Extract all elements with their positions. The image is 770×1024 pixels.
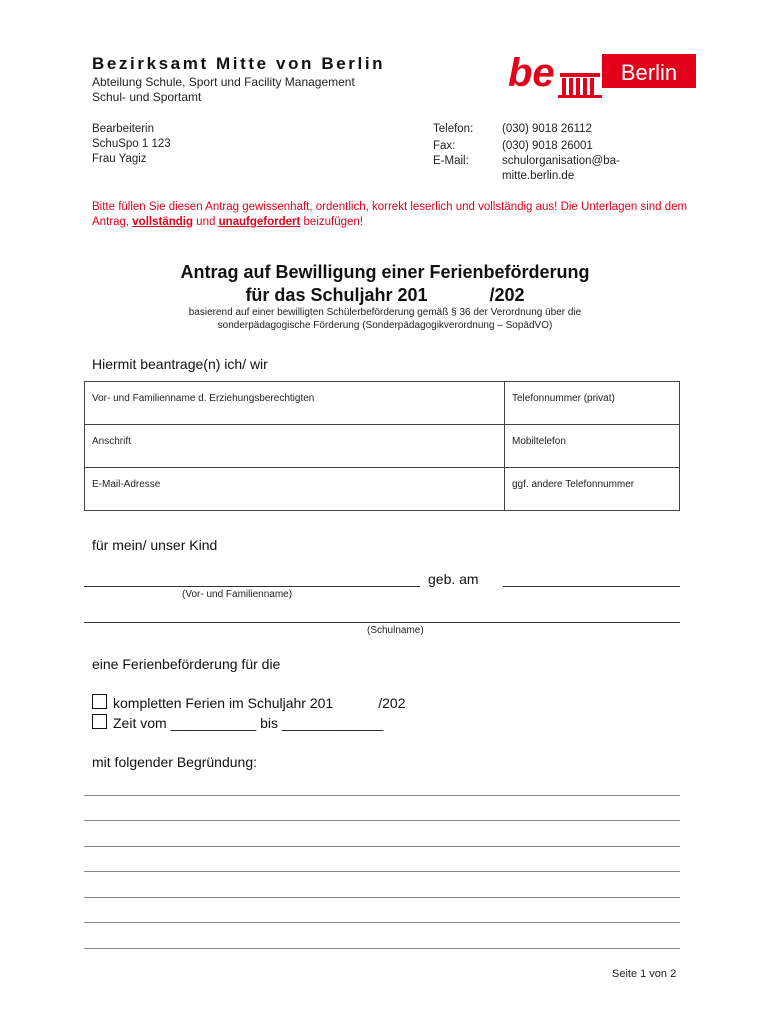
contact-labels (433, 122, 473, 169)
berlin-logo (506, 50, 696, 100)
reason-line[interactable] (84, 846, 680, 847)
reason-line[interactable] (84, 922, 680, 923)
contact-values (502, 122, 620, 184)
clerk-role: Bearbeiterin (92, 123, 155, 135)
organization-name: Bezirksamt Mitte von Berlin (92, 54, 386, 73)
reason-line[interactable] (84, 897, 680, 898)
school-name-line[interactable] (84, 622, 680, 623)
instructions-warning: Bitte füllen Sie diesen Antrag gewissenhaft, ordentlich, korrekt leserlich und vollständig aus! Die Unterlagen sind dem Antrag, vollständig und unaufgefordert beizufügen! (92, 201, 688, 228)
email-label: E-Mail: (433, 155, 469, 167)
reason-line[interactable] (84, 795, 680, 796)
reason-label: mit folgender Begründung: (92, 754, 257, 770)
clerk-block (92, 122, 171, 167)
fax-label: Fax: (433, 140, 456, 152)
reason-line[interactable] (84, 871, 680, 872)
legal-basis-line2: sonderpädagogische Förderung (Sonderpädagogikverordnung – SopädVO) (217, 320, 553, 331)
emphasis-unsolicited: unaufgefordert (218, 216, 301, 228)
phone-label: Telefon: (433, 123, 474, 135)
logo-be-text: be (508, 51, 555, 95)
office-name: Schul- und Sportamt (92, 90, 202, 104)
mobile-phone-field[interactable]: Mobiltelefon (505, 425, 680, 468)
clerk-name: Frau Yagiz (92, 153, 147, 165)
reason-line[interactable] (84, 820, 680, 821)
other-phone-field[interactable]: ggf. andere Telefonnummer (505, 468, 680, 511)
private-phone-field[interactable]: Telefonnummer (privat) (505, 382, 680, 425)
option-period: Zeit vom ___________ bis _____________ (92, 714, 383, 731)
request-intro: eine Ferienbeförderung für die (92, 656, 281, 672)
form-title: Antrag auf Bewilligung einer Ferienbeförderung (180, 262, 590, 282)
school-name-caption: (Schulname) (367, 625, 424, 636)
address-field[interactable]: Anschrift (85, 425, 505, 468)
email-value-line2: mitte.berlin.de (502, 170, 575, 182)
child-intro: für mein/ unser Kind (92, 537, 218, 553)
page-number: Seite 1 von 2 (612, 968, 677, 980)
logo-berlin-text: Berlin (620, 60, 678, 85)
fax-value: (030) 9018 26001 (502, 140, 593, 152)
table-row (85, 425, 680, 468)
applicant-intro: Hiermit beantrage(n) ich/ wir (92, 356, 268, 372)
form-title-school-year: für das Schuljahr 201 /202 (245, 285, 525, 305)
clerk-office-code: SchuSpo 1 123 (92, 138, 171, 150)
applicant-table (84, 381, 680, 511)
email-value-line1: schulorganisation@ba- (502, 155, 620, 167)
department-name: Abteilung Schule, Sport und Facility Management (92, 75, 355, 89)
email-field[interactable]: E-Mail-Adresse (85, 468, 505, 511)
child-name-caption: (Vor- und Familienname) (182, 589, 293, 600)
legal-basis-line1: basierend auf einer bewilligten Schülerbeförderung gemäß § 36 der Verordnung über die (188, 307, 582, 318)
guardian-name-field[interactable]: Vor- und Familienname d. Erziehungsberechtigten (85, 382, 505, 425)
phone-value: (030) 9018 26112 (502, 123, 592, 135)
table-row (85, 382, 680, 425)
full-holidays-checkbox[interactable] (92, 694, 107, 709)
table-row (85, 468, 680, 511)
option-full-holidays: kompletten Ferien im Schuljahr 201 /202 (92, 694, 405, 711)
emphasis-complete: vollständig (132, 216, 193, 228)
reason-line[interactable] (84, 948, 680, 949)
born-label: geb. am (428, 571, 479, 587)
child-name-line[interactable] (84, 586, 420, 587)
period-checkbox[interactable] (92, 714, 107, 729)
brandenburg-gate-icon (558, 73, 602, 98)
birthdate-line[interactable] (503, 586, 680, 587)
